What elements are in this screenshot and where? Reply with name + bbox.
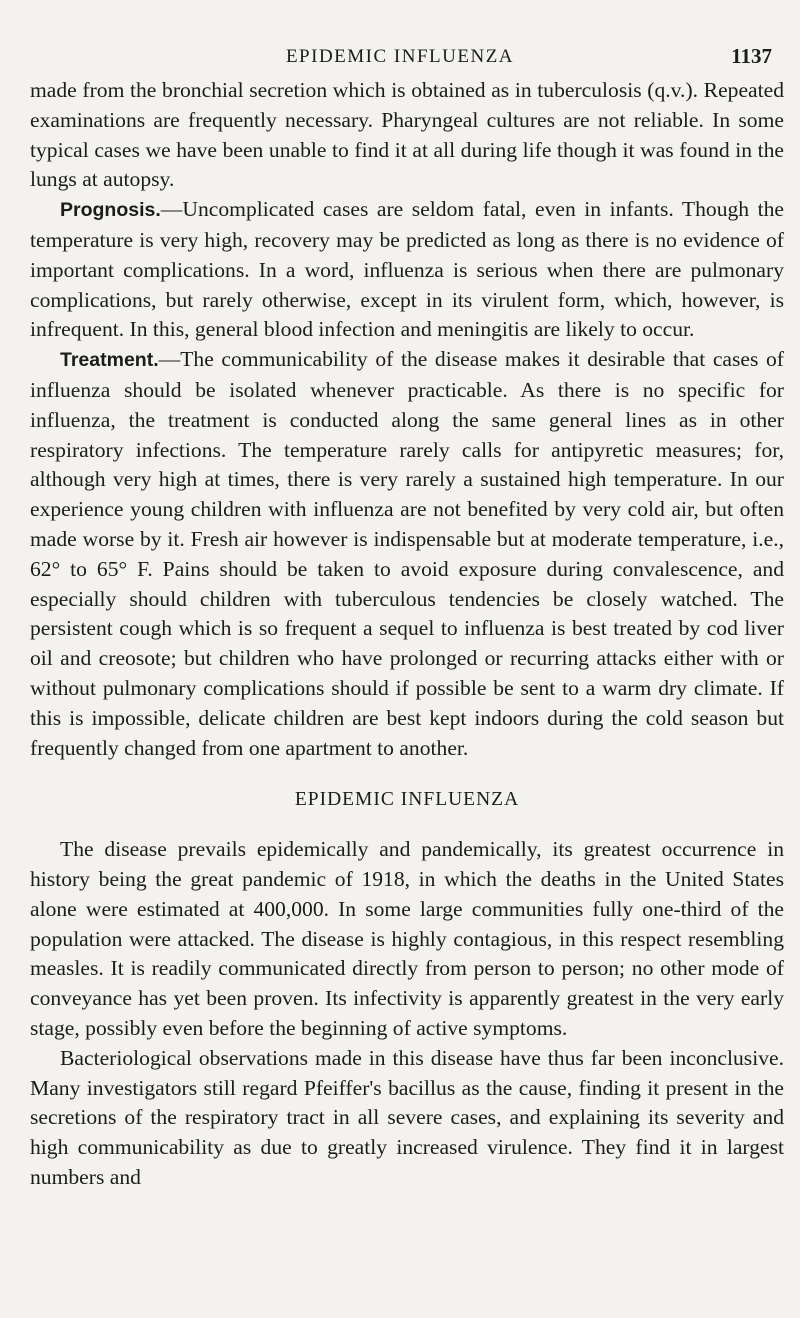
prognosis-paragraph (30, 195, 784, 345)
page-number: 1137 (731, 44, 772, 68)
epidemic-paragraph-1: The disease prevails epidemically and pandemically, its greatest occurrence in history being the great pandemic of 1918, in which the deaths in the United States alone were estimated at 400,000. In some large communities fully one-third of the population were attacked. The disease is highly contagious, in this respect resembling measles. It is readily communicated directly from person to person; no other mode of conveyance has yet been proven. Its infectivity is apparently greatest in the very early stage, possibly even before the beginning of active symptoms. (30, 837, 784, 1040)
epidemic-paragraph-2: Bacteriological observations made in this disease have thus far been inconclusive. Many investigators still regard Pfeiffer's bacillus as the cause, finding it present in the secretions of the respiratory tract in all severe cases, and explaining its severity and high communicability as due to greatly increased virulence. They find it in largest numbers and (30, 1045, 784, 1189)
running-title: EPIDEMIC INFLUENZA (285, 46, 515, 67)
treatment-heading: Treatment. (60, 349, 159, 372)
continued-paragraph: made from the bronchial secretion which is obtained as in tuberculosis (q.v.). Repeated examinations are frequently necessary. Pharyngeal cultures are not reliable. In some typical cases we have been unable to find it at all during life though it was found in the lungs at autopsy. (30, 78, 784, 192)
body-text (30, 76, 784, 1193)
treatment-text: —The communicability of the disease makes it desirable that cases of influenza should be isolated whenever practicable. As there is no specific for influenza, the treatment is conducted along the same general lines as in other respiratory infections. The temperature rarely calls for antipyretic measures; for, although very high at times, there is very rarely a sustained high temperature. In our experience young children with influenza are not benefited by very cold air, but often made worse by it. Fresh air however is indispensable but at moderate temperature, i.e., 62° to 65° F. Pains should be taken to avoid exposure during convalescence, and especially should children with tuberculous tendencies be closely watched. The persistent cough which is so frequent a sequel to influenza is best treated by cod liver oil and creosote; but children who have prolonged or recurring attacks either with or without pulmonary complications should if possible be sent to a warm dry climate. If this is impossible, delicate children are best kept indoors during the cold season but frequently changed from one apartment to another. (30, 347, 784, 760)
prognosis-text: —Uncomplicated cases are seldom fatal, even in infants. Though the temperature is very high, recovery may be predicted as long as there is no evidence of important complications. In a word, influenza is serious when there are pulmonary complications, but rarely otherwise, except in its virulent form, which, however, is infrequent. In this, general blood infection and meningitis are likely to occur. (30, 197, 784, 342)
prognosis-heading: Prognosis. (60, 199, 161, 222)
treatment-paragraph (30, 345, 784, 763)
section-heading: EPIDEMIC INFLUENZA (294, 789, 520, 811)
